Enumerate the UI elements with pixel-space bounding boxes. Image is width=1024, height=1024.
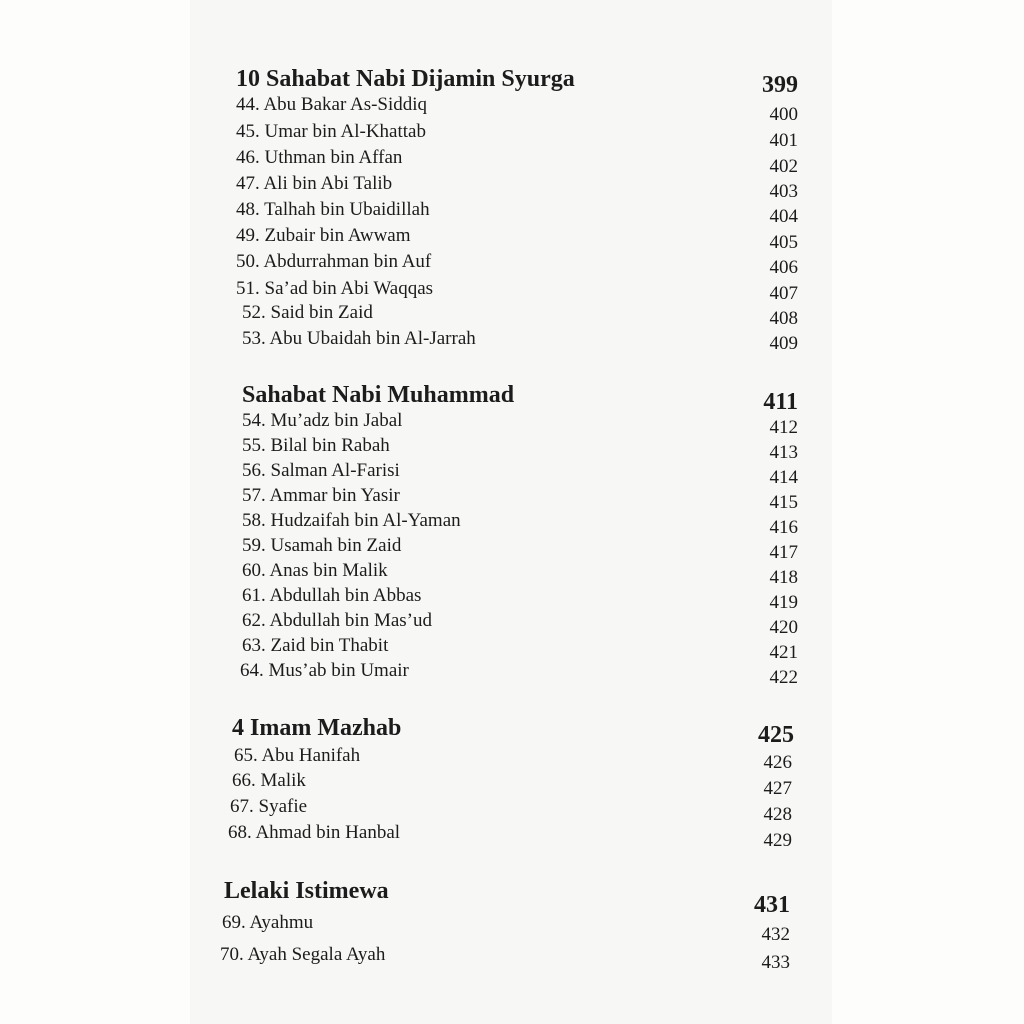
- toc-entry: 58. Hudzaifah bin Al-Yaman: [242, 510, 461, 531]
- toc-entry: 49. Zubair bin Awwam: [236, 225, 411, 246]
- toc-entry-page: 414: [769, 467, 798, 488]
- toc-entry-page: 428: [763, 804, 792, 825]
- section-page-number: 399: [762, 72, 798, 98]
- toc-entry: 69. Ayahmu: [222, 912, 314, 933]
- toc-entry-page: 409: [769, 333, 798, 354]
- toc-entry-page: 402: [769, 156, 798, 177]
- section-page-number: 411: [763, 389, 798, 415]
- toc-entry-page: 415: [769, 492, 798, 513]
- toc-entry-page: 406: [769, 257, 798, 278]
- toc-entry-page: 432: [761, 924, 790, 945]
- toc-entry: 46. Uthman bin Affan: [236, 147, 403, 168]
- toc-entry-page: 419: [769, 592, 798, 613]
- section-title: 4 Imam Mazhab: [232, 715, 402, 741]
- toc-entry-page: 433: [761, 952, 790, 973]
- toc-entry-page: 403: [769, 181, 798, 202]
- toc-entry-page: 429: [763, 830, 792, 851]
- toc-entry-page: 426: [763, 752, 792, 773]
- toc-entry: 65. Abu Hanifah: [234, 745, 361, 766]
- section-page-number: 425: [758, 722, 794, 748]
- toc-entry-page: 401: [769, 130, 798, 151]
- toc-entry-page: 413: [769, 442, 798, 463]
- toc-entry-page: 404: [769, 206, 798, 227]
- toc-entry-page: 416: [769, 517, 798, 538]
- toc-entry: 44. Abu Bakar As-Siddiq: [236, 94, 428, 115]
- toc-entry: 68. Ahmad bin Hanbal: [228, 822, 401, 843]
- toc-entry: 50. Abdurrahman bin Auf: [236, 251, 432, 272]
- section-title: Lelaki Istimewa: [224, 878, 389, 904]
- toc-entry: 52. Said bin Zaid: [242, 302, 373, 323]
- toc-entry: 70. Ayah Segala Ayah: [220, 944, 386, 965]
- section-title: 10 Sahabat Nabi Dijamin Syurga: [236, 66, 575, 92]
- toc-entry-page: 408: [769, 308, 798, 329]
- toc-entry-page: 420: [769, 617, 798, 638]
- toc-entry: 64. Mus’ab bin Umair: [240, 660, 409, 681]
- toc-entry: 59. Usamah bin Zaid: [242, 535, 402, 556]
- section-title: Sahabat Nabi Muhammad: [242, 382, 515, 408]
- toc-entry: 51. Sa’ad bin Abi Waqqas: [236, 278, 434, 299]
- toc-entry: 56. Salman Al-Farisi: [242, 460, 400, 481]
- toc-entry-page: 400: [769, 104, 798, 125]
- toc-entry: 53. Abu Ubaidah bin Al-Jarrah: [242, 328, 476, 349]
- toc-entry-page: 418: [769, 567, 798, 588]
- toc-entry: 48. Talhah bin Ubaidillah: [236, 199, 430, 220]
- toc-entry: 54. Mu’adz bin Jabal: [242, 410, 403, 431]
- toc-entry-page: 417: [769, 542, 798, 563]
- section-page-number: 431: [754, 892, 790, 918]
- toc-entry: 66. Malik: [232, 770, 306, 791]
- toc-entry: 62. Abdullah bin Mas’ud: [242, 610, 432, 631]
- toc-entry-page: 405: [769, 232, 798, 253]
- toc-entry-page: 407: [769, 283, 798, 304]
- toc-entry-page: 427: [763, 778, 792, 799]
- toc-entry: 57. Ammar bin Yasir: [242, 485, 400, 506]
- toc-entry-page: 421: [769, 642, 798, 663]
- toc-entry: 61. Abdullah bin Abbas: [242, 585, 422, 606]
- toc-entry-page: 422: [769, 667, 798, 688]
- toc-entry: 63. Zaid bin Thabit: [242, 635, 389, 656]
- toc-entry: 47. Ali bin Abi Talib: [236, 173, 393, 194]
- toc-entry: 45. Umar bin Al-Khattab: [236, 121, 426, 142]
- toc-entry: 67. Syafie: [230, 796, 308, 817]
- toc-entry: 60. Anas bin Malik: [242, 560, 388, 581]
- toc-entry: 55. Bilal bin Rabah: [242, 435, 390, 456]
- toc-entry-page: 412: [769, 417, 798, 438]
